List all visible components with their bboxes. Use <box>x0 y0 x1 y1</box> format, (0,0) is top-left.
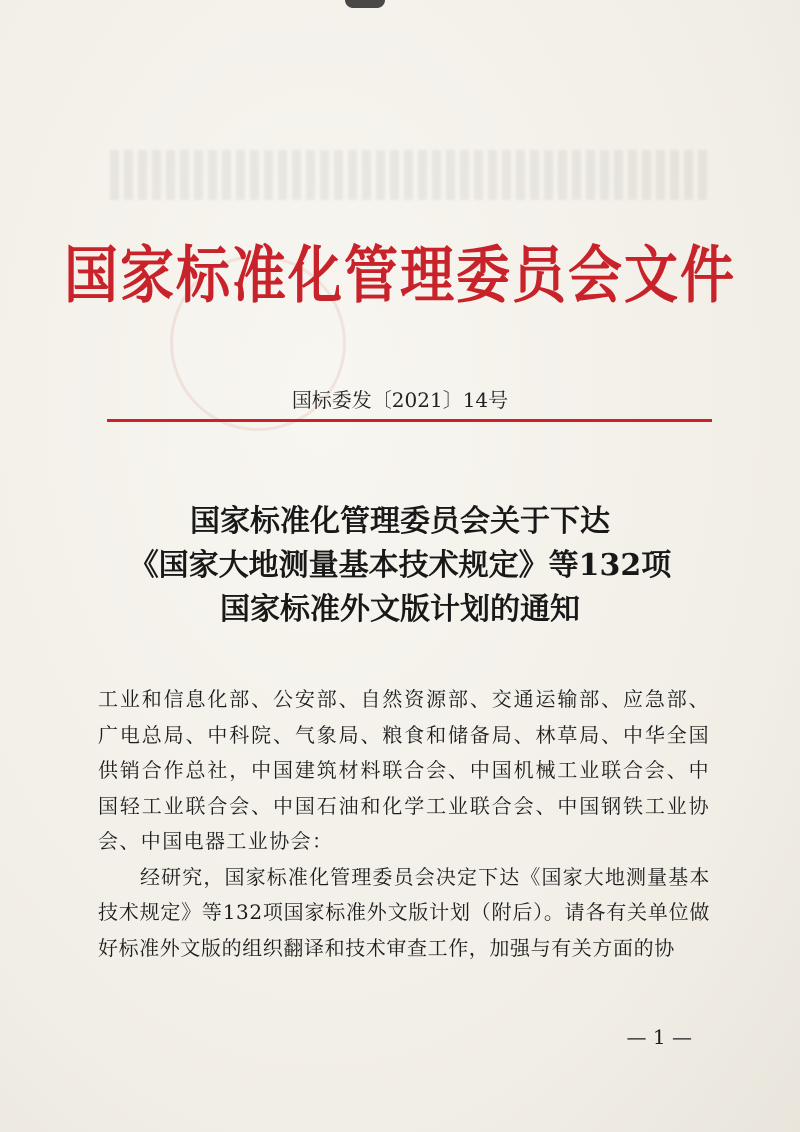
bleed-through-text <box>110 150 710 200</box>
document-number: 国标委发〔2021〕14号 <box>291 388 509 412</box>
notice-title <box>0 500 800 632</box>
recipients-list: 工业和信息化部、公安部、自然资源部、交通运输部、应急部、广电总局、中科院、气象局、粮食和储备局、林草局、中华全国供销合作总社，中国建筑材料联合会、中国机械工业联合会、中国轻工业联合会、中国石油和化学工业联合会、中国钢铁工业协会、中国电器工业协会： <box>98 687 710 853</box>
notice-title-line-1: 国家标准化管理委员会关于下达 <box>190 504 610 539</box>
notice-body <box>98 682 710 966</box>
page-number: — 1 — <box>626 1025 692 1049</box>
scan-mark <box>345 0 385 8</box>
notice-title-line-2: 《国家大地测量基本技术规定》等132项 <box>128 548 672 583</box>
body-paragraph: 经研究，国家标准化管理委员会决定下达《国家大地测量基本技术规定》等132项国家标准外文版计划（附后）。请各有关单位做好标准外文版的组织翻译和技术审查工作，加强与有关方面的协 <box>98 864 710 960</box>
notice-title-line-3: 国家标准外文版计划的通知 <box>220 592 580 627</box>
red-divider-line <box>107 419 712 422</box>
document-header-title: 国家标准化管理委员会文件 <box>64 237 736 312</box>
